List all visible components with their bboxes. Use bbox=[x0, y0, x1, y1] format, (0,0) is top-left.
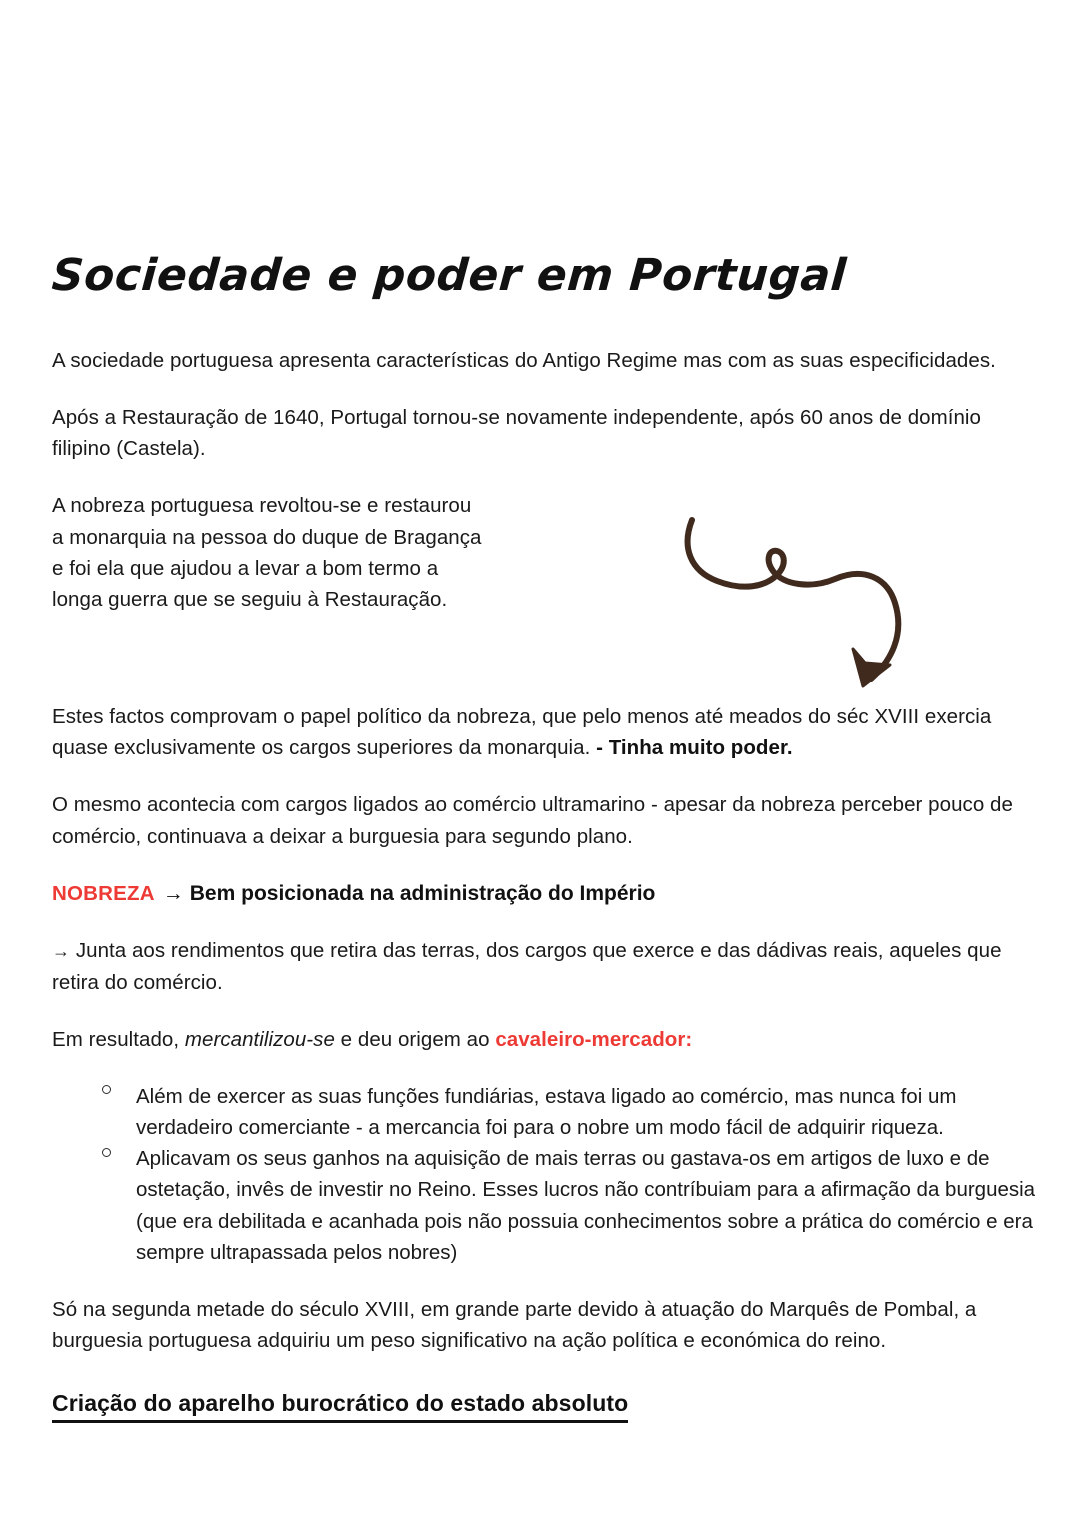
paragraph-rendimentos bbox=[52, 935, 1036, 997]
paragraph-papel-politico bbox=[52, 701, 1036, 763]
paragraph-line-2: a monarquia na pessoa do duque de Bragança bbox=[52, 525, 482, 549]
paragraph-papel-politico-text: Estes factos comprovam o papel político da nobreza, que pelo menos até meados do séc XVIII exercia quase exclusivamente os cargos superiores da monarquia. bbox=[52, 705, 992, 760]
arrow-gap-spacer bbox=[52, 615, 1036, 701]
paragraph-line-3: e foi ela que ajudou a levar a bom termo a bbox=[52, 556, 439, 580]
section-heading-wrapper bbox=[52, 1382, 1036, 1423]
page-title: Sociedade e poder em Portugal bbox=[50, 250, 849, 301]
paragraph-cavaleiro-mercador bbox=[52, 1024, 1036, 1055]
section-heading: Criação do aparelho burocrático do estado absoluto bbox=[52, 1390, 628, 1423]
emphasis-tinha-muito-poder: - Tinha muito poder. bbox=[596, 736, 793, 760]
emphasis-cavaleiro-mercador: cavaleiro-mercador: bbox=[495, 1027, 693, 1051]
emphasis-mercantilizou-se: mercantilizou-se bbox=[184, 1027, 335, 1051]
list-item-text: Aplicavam os seus ganhos na aquisição de mais terras ou gastava-os em artigos de luxo e de ostetação, invês de investir no Reino. Esses lucros não contríbuiam para a afirmação da burguesia (que era debilitada e acanhada pois não possuia conhecimentos sobre a prática do comércio e era sempre ultrapassada pelos nobres) bbox=[136, 1147, 1036, 1264]
paragraph-cavaleiro-mid: e deu origem ao bbox=[340, 1027, 490, 1051]
list-item bbox=[100, 1081, 1036, 1143]
list-item bbox=[100, 1143, 1036, 1268]
heading-nobreza-label: NOBREZA bbox=[52, 881, 155, 905]
paragraph-marques-pombal: Só na segunda metade do século XVIII, em grande parte devido à atuação do Marquês de Pombal, a burguesia portuguesa adquiriu um peso significativo na ação política e económica do reino. bbox=[52, 1297, 977, 1353]
paragraph-cavaleiro-pre: Em resultado, bbox=[52, 1027, 180, 1051]
paragraph-line-4: longa guerra que se seguiu à Restauração. bbox=[52, 587, 448, 611]
bullet-circle-icon bbox=[102, 1148, 111, 1157]
heading-nobreza bbox=[52, 878, 1036, 910]
paragraph-intro: A sociedade portuguesa apresenta características do Antigo Regime mas com as suas especificidades. bbox=[52, 349, 996, 372]
bullet-circle-icon bbox=[102, 1085, 111, 1094]
paragraph-comercio-ultramarino: O mesmo acontecia com cargos ligados ao comércio ultramarino - apesar da nobreza perceber pouco de comércio, continuava a deixar a burguesia para segundo plano. bbox=[52, 793, 1013, 848]
paragraph-rendimentos-text: Junta aos rendimentos que retira das terras, dos cargos que exerce e das dádivas reais, aqueles que retira do comércio. bbox=[52, 939, 1002, 994]
list-item-text: Além de exercer as suas funções fundiárias, estava ligado ao comércio, mas nunca foi um verdadeiro comerciante - a mercancia foi para o nobre um modo fácil de adquirir riqueza. bbox=[136, 1084, 957, 1140]
arrow-right-small-icon: → bbox=[52, 941, 71, 962]
paragraph-line-1: A nobreza portuguesa revoltou-se e restaurou bbox=[52, 494, 472, 518]
paragraph-nobreza-revolta bbox=[52, 490, 1036, 615]
arrow-right-icon: → bbox=[162, 881, 184, 905]
document-body bbox=[52, 345, 1036, 1423]
bullet-list bbox=[52, 1081, 1036, 1268]
heading-nobreza-text: Bem posicionada na administração do Império bbox=[189, 881, 656, 905]
paragraph-restauracao: Após a Restauração de 1640, Portugal tornou-se novamente independente, após 60 anos de domínio filipino (Castela). bbox=[52, 406, 981, 461]
